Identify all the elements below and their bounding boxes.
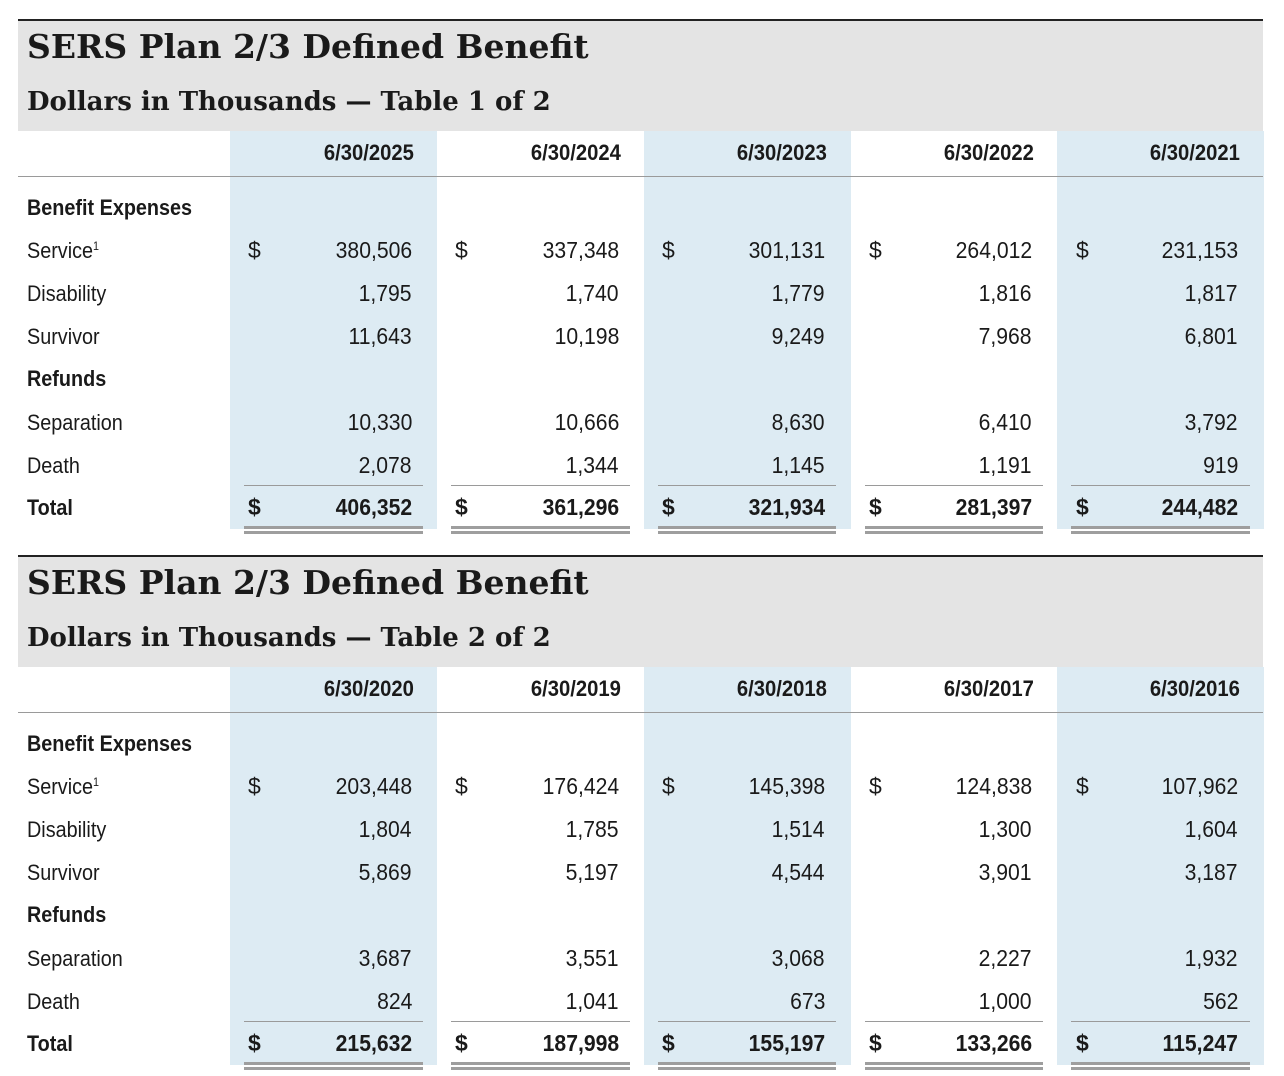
currency-symbol: $ bbox=[1076, 773, 1089, 799]
total-double-rule bbox=[451, 1062, 630, 1070]
subtotal-rule bbox=[451, 1021, 630, 1022]
subtotal-rule bbox=[865, 1021, 1043, 1022]
cell-disability: 1,817 bbox=[1185, 280, 1238, 306]
cell-service: 124,838 bbox=[955, 773, 1032, 799]
currency-symbol: $ bbox=[1076, 237, 1089, 263]
row-label-disability: Disability bbox=[27, 281, 107, 306]
cell-death: 1,000 bbox=[979, 988, 1032, 1014]
subtotal-rule bbox=[244, 485, 423, 486]
subtotal-rule bbox=[865, 485, 1043, 486]
currency-symbol: $ bbox=[869, 237, 882, 263]
row-label-survivor: Survivor bbox=[27, 324, 100, 349]
total-double-rule bbox=[1071, 1062, 1250, 1070]
benefit-table-1 bbox=[18, 19, 1263, 529]
column-date: 6/30/2018 bbox=[736, 676, 827, 701]
currency-symbol: $ bbox=[455, 237, 468, 263]
footnote-marker: 1 bbox=[93, 239, 100, 253]
currency-symbol: $ bbox=[869, 1030, 882, 1056]
total-double-rule bbox=[865, 1062, 1043, 1070]
column-date: 6/30/2024 bbox=[530, 140, 621, 165]
cell-total: 187,998 bbox=[542, 1030, 619, 1056]
subtotal-rule bbox=[451, 485, 630, 486]
cell-service: 145,398 bbox=[748, 773, 825, 799]
column-date: 6/30/2017 bbox=[943, 676, 1034, 701]
cell-total: 406,352 bbox=[335, 494, 412, 520]
row-label-survivor: Survivor bbox=[27, 860, 100, 885]
total-double-rule bbox=[244, 526, 423, 534]
row-label-service bbox=[27, 238, 99, 264]
currency-symbol: $ bbox=[248, 494, 261, 520]
table-subtitle: Dollars in Thousands — Table 1 of 2 bbox=[27, 87, 551, 117]
cell-disability: 1,740 bbox=[566, 280, 619, 306]
column-date: 6/30/2019 bbox=[530, 676, 621, 701]
subtotal-rule bbox=[1071, 1021, 1250, 1022]
currency-symbol: $ bbox=[455, 773, 468, 799]
cell-disability: 1,816 bbox=[979, 280, 1032, 306]
total-double-rule bbox=[1071, 526, 1250, 534]
cell-disability: 1,804 bbox=[359, 816, 412, 842]
cell-death: 1,344 bbox=[566, 452, 619, 478]
currency-symbol: $ bbox=[248, 773, 261, 799]
cell-total: 133,266 bbox=[955, 1030, 1032, 1056]
column-date: 6/30/2023 bbox=[736, 140, 827, 165]
cell-disability: 1,785 bbox=[566, 816, 619, 842]
cell-service: 380,506 bbox=[335, 237, 412, 263]
column-date: 6/30/2022 bbox=[943, 140, 1034, 165]
cell-service: 176,424 bbox=[542, 773, 619, 799]
currency-symbol: $ bbox=[662, 1030, 675, 1056]
currency-symbol: $ bbox=[662, 237, 675, 263]
cell-death: 673 bbox=[789, 988, 825, 1014]
row-label-text: Service bbox=[27, 774, 94, 799]
cell-separation: 8,630 bbox=[772, 409, 825, 435]
cell-survivor: 6,801 bbox=[1185, 323, 1238, 349]
table-subtitle: Dollars in Thousands — Table 2 of 2 bbox=[27, 623, 551, 653]
cell-death: 1,191 bbox=[979, 452, 1032, 478]
column-header-rule bbox=[18, 176, 1263, 177]
cell-separation: 10,330 bbox=[347, 409, 412, 435]
column-header-rule bbox=[18, 712, 1263, 713]
cell-survivor: 5,869 bbox=[359, 859, 412, 885]
subtotal-rule bbox=[658, 485, 836, 486]
cell-survivor: 3,901 bbox=[979, 859, 1032, 885]
cell-separation: 1,932 bbox=[1185, 945, 1238, 971]
column-date: 6/30/2021 bbox=[1149, 140, 1240, 165]
currency-symbol: $ bbox=[1076, 494, 1089, 520]
cell-disability: 1,604 bbox=[1185, 816, 1238, 842]
cell-separation: 6,410 bbox=[979, 409, 1032, 435]
row-label-death: Death bbox=[27, 989, 80, 1014]
row-label-total: Total bbox=[27, 495, 73, 520]
cell-death: 2,078 bbox=[359, 452, 412, 478]
total-double-rule bbox=[658, 526, 836, 534]
currency-symbol: $ bbox=[455, 1030, 468, 1056]
cell-service: 264,012 bbox=[955, 237, 1032, 263]
cell-separation: 3,551 bbox=[566, 945, 619, 971]
row-label-separation: Separation bbox=[27, 946, 123, 971]
cell-total: 321,934 bbox=[748, 494, 825, 520]
cell-survivor: 7,968 bbox=[979, 323, 1032, 349]
cell-separation: 3,687 bbox=[359, 945, 412, 971]
cell-death: 919 bbox=[1202, 452, 1238, 478]
column-date: 6/30/2016 bbox=[1149, 676, 1240, 701]
cell-disability: 1,300 bbox=[979, 816, 1032, 842]
cell-service: 107,962 bbox=[1161, 773, 1238, 799]
cell-survivor: 5,197 bbox=[566, 859, 619, 885]
cell-survivor: 3,187 bbox=[1185, 859, 1238, 885]
currency-symbol: $ bbox=[869, 773, 882, 799]
section-refunds: Refunds bbox=[27, 902, 107, 927]
column-date: 6/30/2025 bbox=[323, 140, 414, 165]
cell-total: 155,197 bbox=[748, 1030, 825, 1056]
cell-disability: 1,779 bbox=[772, 280, 825, 306]
column-date: 6/30/2020 bbox=[323, 676, 414, 701]
subtotal-rule bbox=[1071, 485, 1250, 486]
table-title: SERS Plan 2/3 Defined Benefit bbox=[27, 563, 589, 602]
cell-survivor: 4,544 bbox=[772, 859, 825, 885]
cell-death: 562 bbox=[1202, 988, 1238, 1014]
row-label-disability: Disability bbox=[27, 817, 107, 842]
cell-survivor: 11,643 bbox=[348, 323, 412, 349]
total-double-rule bbox=[658, 1062, 836, 1070]
cell-service: 337,348 bbox=[542, 237, 619, 263]
currency-symbol: $ bbox=[662, 494, 675, 520]
table-header bbox=[18, 19, 1263, 131]
row-label-service bbox=[27, 774, 99, 800]
section-benefit-expenses: Benefit Expenses bbox=[27, 731, 193, 756]
currency-symbol: $ bbox=[1076, 1030, 1089, 1056]
row-label-text: Service bbox=[27, 238, 94, 263]
cell-total: 115,247 bbox=[1162, 1030, 1238, 1056]
subtotal-rule bbox=[244, 1021, 423, 1022]
cell-separation: 10,666 bbox=[554, 409, 619, 435]
footnote-marker: 1 bbox=[93, 775, 100, 789]
benefit-table-2 bbox=[18, 555, 1263, 1065]
row-label-separation: Separation bbox=[27, 410, 123, 435]
cell-service: 203,448 bbox=[335, 773, 412, 799]
cell-separation: 3,792 bbox=[1185, 409, 1238, 435]
cell-death: 1,145 bbox=[772, 452, 825, 478]
total-double-rule bbox=[244, 1062, 423, 1070]
cell-total: 215,632 bbox=[335, 1030, 412, 1056]
row-label-death: Death bbox=[27, 453, 80, 478]
section-refunds: Refunds bbox=[27, 366, 107, 391]
currency-symbol: $ bbox=[869, 494, 882, 520]
table-header bbox=[18, 555, 1263, 667]
cell-survivor: 10,198 bbox=[554, 323, 619, 349]
row-label-total: Total bbox=[27, 1031, 73, 1056]
cell-total: 361,296 bbox=[542, 494, 619, 520]
cell-service: 231,153 bbox=[1161, 237, 1238, 263]
cell-separation: 2,227 bbox=[979, 945, 1032, 971]
total-double-rule bbox=[451, 526, 630, 534]
currency-symbol: $ bbox=[248, 237, 261, 263]
total-double-rule bbox=[865, 526, 1043, 534]
cell-disability: 1,514 bbox=[772, 816, 825, 842]
currency-symbol: $ bbox=[248, 1030, 261, 1056]
cell-total: 281,397 bbox=[955, 494, 1032, 520]
cell-survivor: 9,249 bbox=[772, 323, 825, 349]
cell-death: 1,041 bbox=[566, 988, 619, 1014]
subtotal-rule bbox=[658, 1021, 836, 1022]
table-title: SERS Plan 2/3 Defined Benefit bbox=[27, 27, 589, 66]
cell-total: 244,482 bbox=[1161, 494, 1238, 520]
cell-disability: 1,795 bbox=[359, 280, 412, 306]
currency-symbol: $ bbox=[662, 773, 675, 799]
cell-service: 301,131 bbox=[748, 237, 825, 263]
currency-symbol: $ bbox=[455, 494, 468, 520]
cell-separation: 3,068 bbox=[772, 945, 825, 971]
cell-death: 824 bbox=[376, 988, 412, 1014]
section-benefit-expenses: Benefit Expenses bbox=[27, 195, 193, 220]
